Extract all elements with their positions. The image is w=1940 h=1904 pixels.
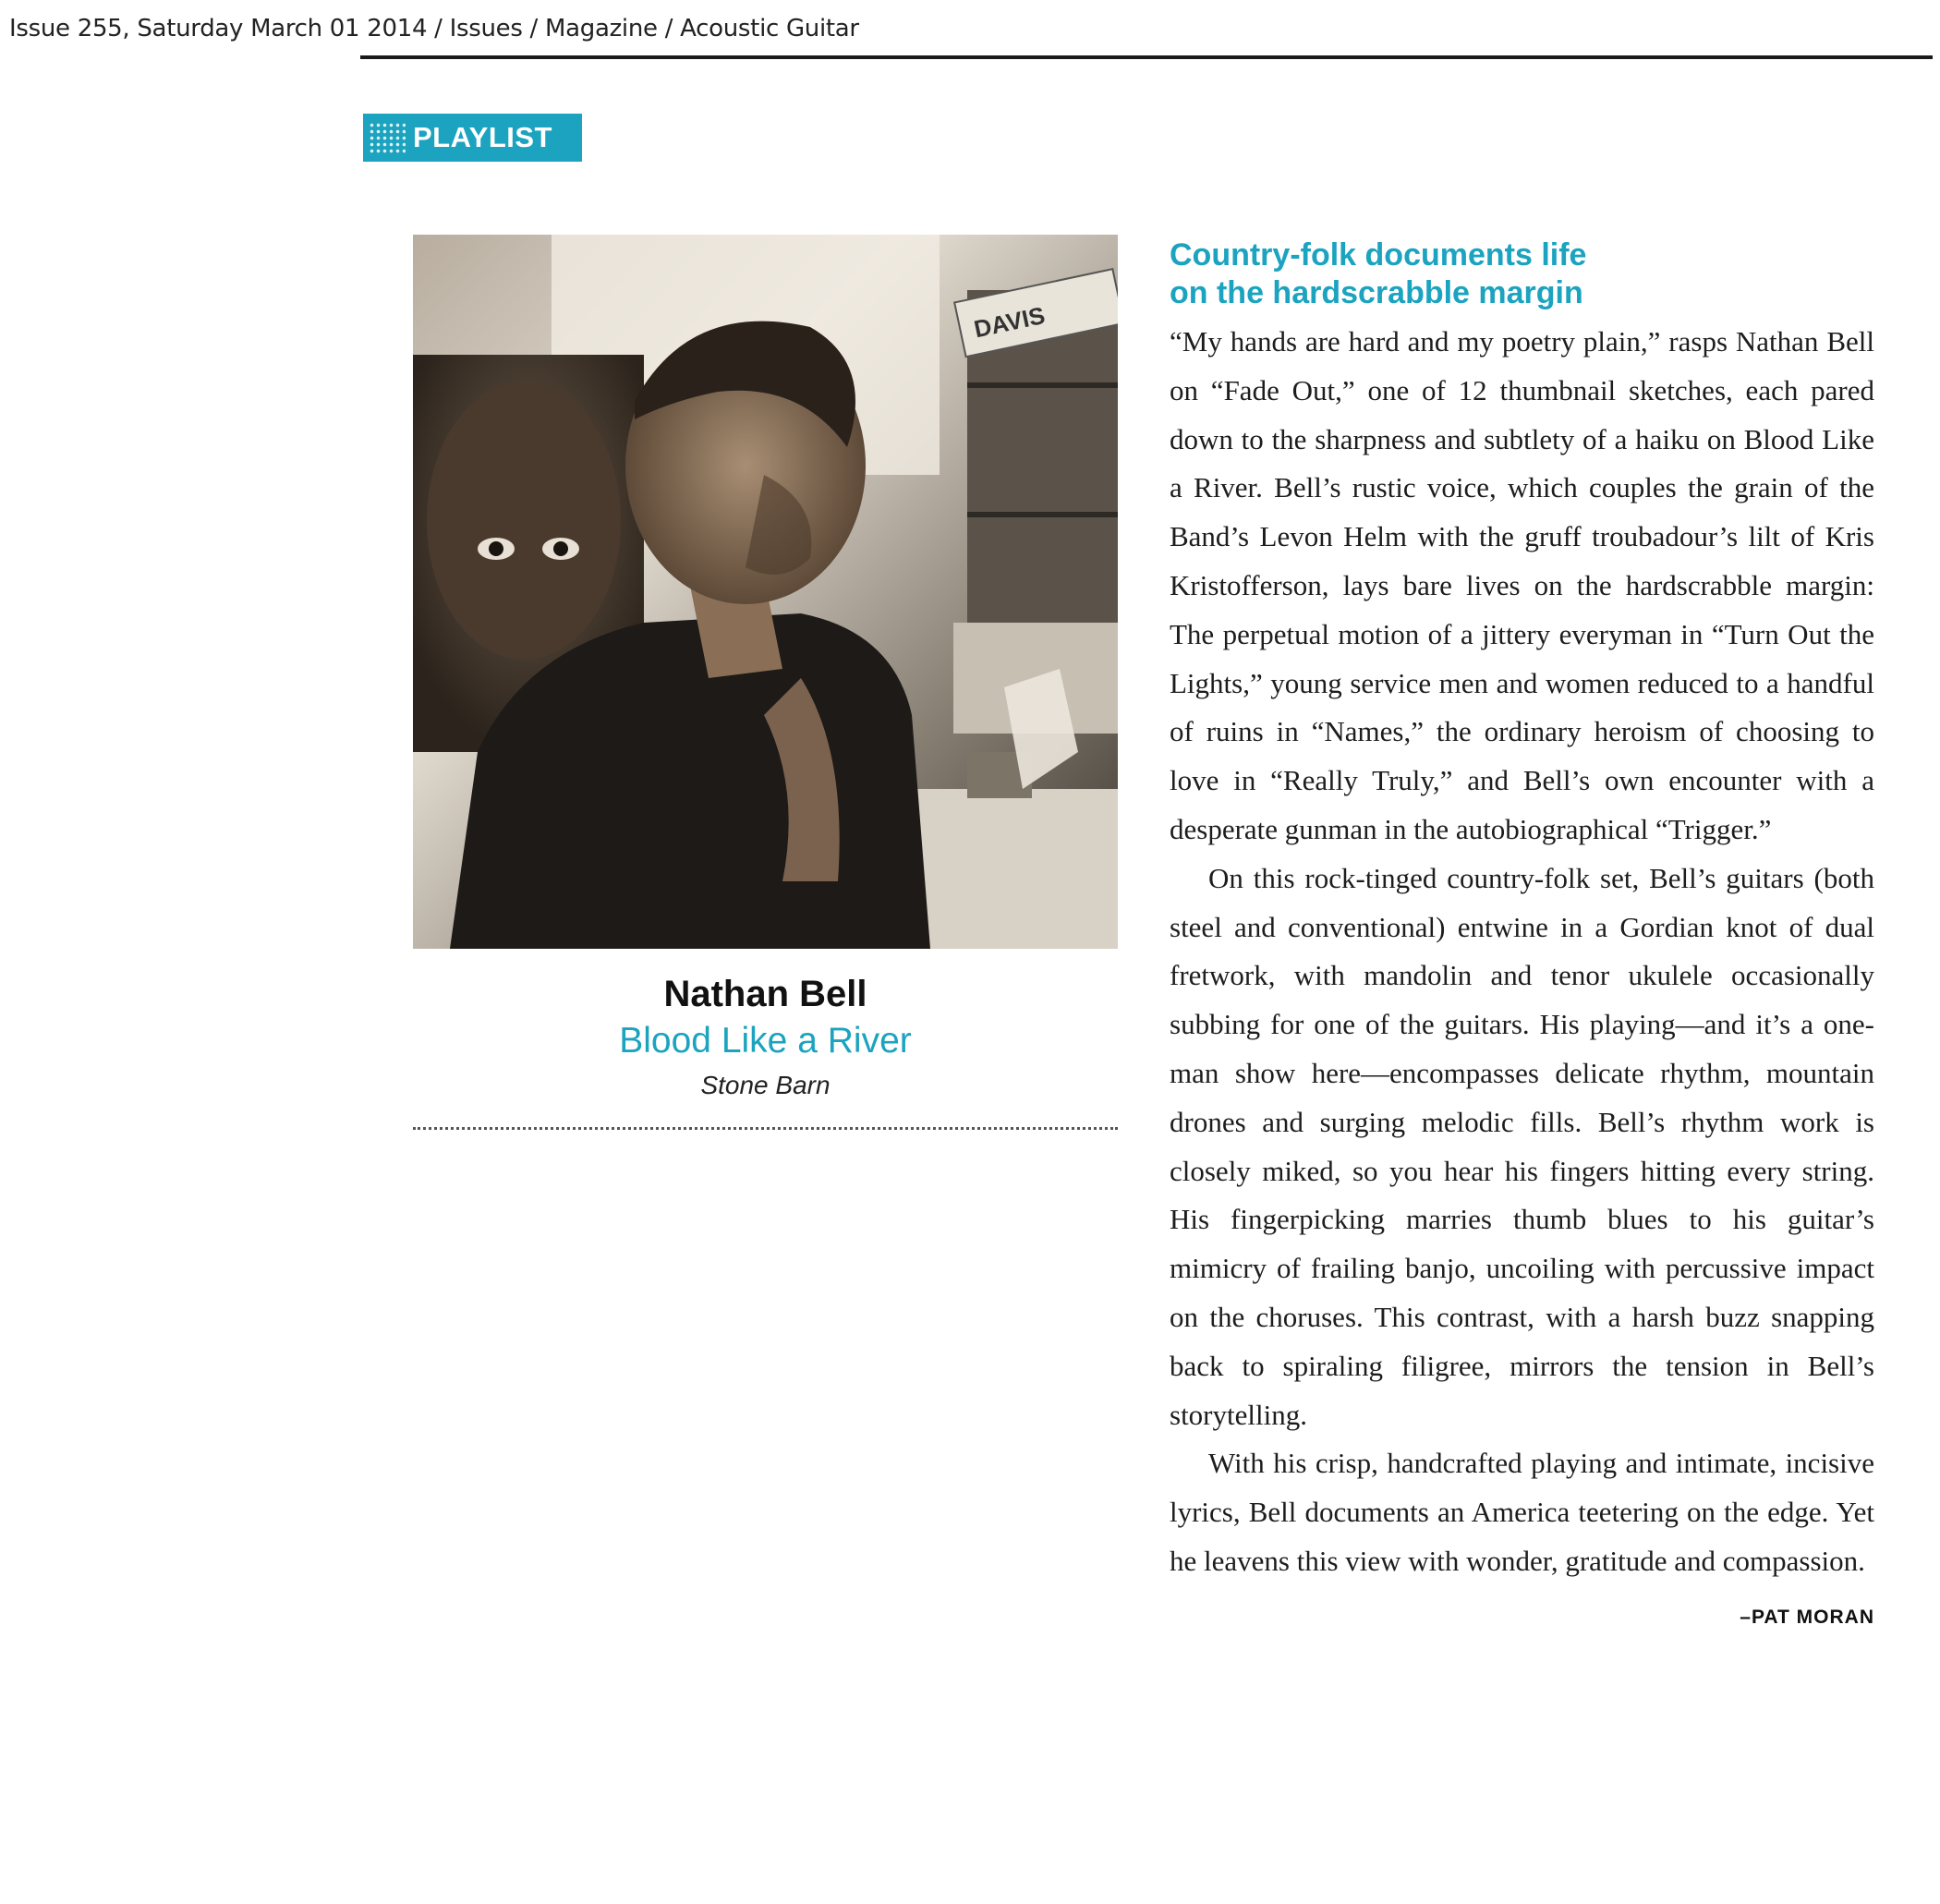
breadcrumb: Issue 255, Saturday March 01 2014 / Issues / Magazine / Acoustic Guitar xyxy=(9,15,859,42)
header-rule xyxy=(360,55,1933,59)
section-tag-label: PLAYLIST xyxy=(413,121,552,153)
headline-line-2: on the hardscrabble margin xyxy=(1170,275,1583,310)
dot-grid-icon xyxy=(369,122,406,153)
review-paragraph-last xyxy=(1170,1439,1874,1628)
photo-sign-text: DAVIS xyxy=(971,300,1048,344)
review-byline: –PAT MORAN xyxy=(1740,1606,1874,1628)
review-paragraph-text: With his crisp, handcrafted playing and intimate, incisive lyrics, Bell documents an America teetering on the edge. Yet he leavens this view with wonder, gratitude and compassion. xyxy=(1170,1447,1874,1577)
artist-name: Nathan Bell xyxy=(663,974,867,1014)
headline-line-1: Country-folk documents life xyxy=(1170,237,1587,273)
review-body xyxy=(1170,318,1874,1628)
artist-photo xyxy=(413,235,1118,949)
album-title: Blood Like a River xyxy=(619,1021,912,1061)
album-info xyxy=(413,972,1118,1102)
album-info-divider xyxy=(413,1127,1118,1130)
section-tag-playlist xyxy=(363,114,582,162)
review-article xyxy=(1170,236,1874,1643)
review-headline xyxy=(1170,236,1874,312)
record-label: Stone Barn xyxy=(700,1070,831,1099)
review-paragraph: On this rock-tinged country-folk set, Bell’s guitars (both steel and conventional) entwine in a Gordian knot of dual fretwork, with mandolin and tenor ukulele occasionally subbing for one of the guitars. His playing—and it’s a one-man show here—encompasses delicate rhythm, mountain drones and surging melodic fills. Bell’s rhythm work is closely miked, so you hear his fingers hitting every string. His fingerpicking marries thumb blues to his guitar’s mimicry of frailing banjo, uncoiling with percussive impact on the choruses. This contrast, with a harsh buzz snapping back to spiraling filigree, mirrors the tension in Bell’s storytelling. xyxy=(1170,861,1874,1431)
review-paragraph: “My hands are hard and my poetry plain,” rasps Nathan Bell on “Fade Out,” one of 12 thumbnail sketches, each pared down to the sharpness and subtlety of a haiku on Blood Like a River. Bell’s rustic voice, which couples the grain of the Band’s Levon Helm with the gruff troubadour’s lilt of Kris Kristofferson, lays bare lives on the hardscrabble margin: The perpetual motion of a jittery everyman in “Turn Out the Lights,” young service men and women reduced to a handful of ruins in “Names,” the ordinary heroism of choosing to love in “Really Truly,” and Bell’s own encounter with a desperate gunman in the autobiographical “Trigger.” xyxy=(1170,325,1874,845)
